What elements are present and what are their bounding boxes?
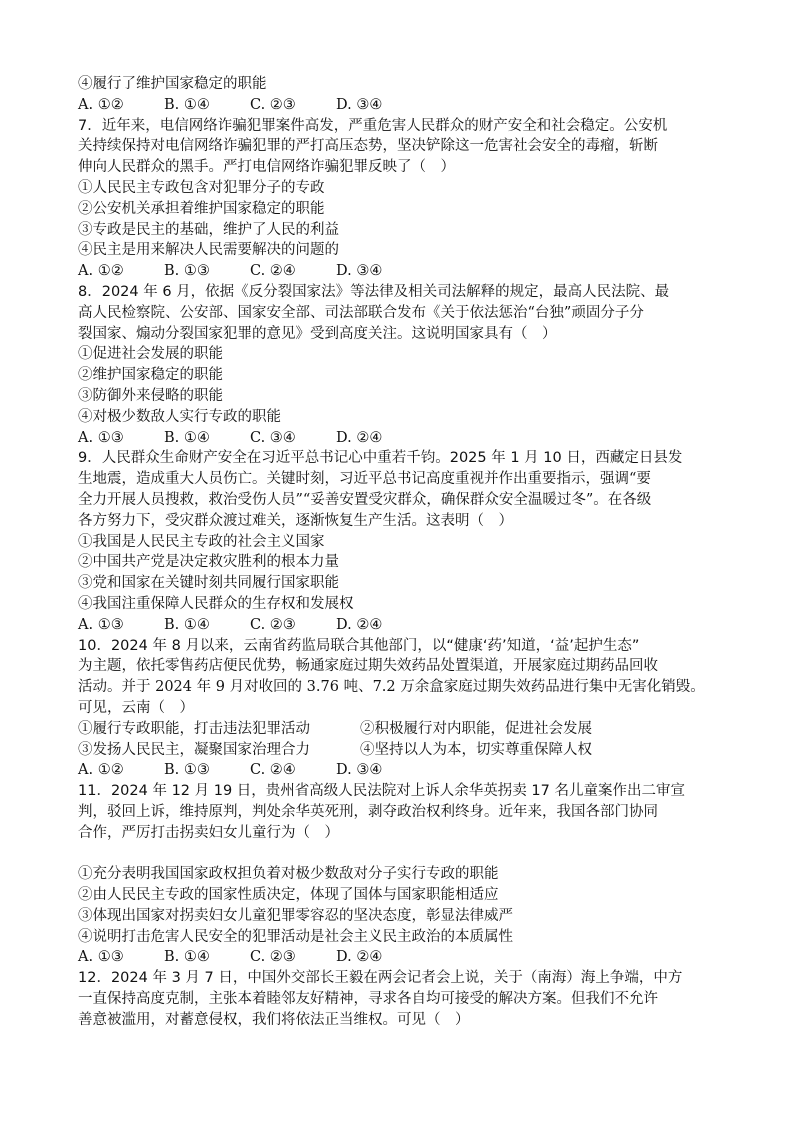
option-b[interactable]: B. ①④ [164,949,210,966]
question-9 [78,448,728,635]
statement-row [78,740,728,761]
question-text-line: 9．人民群众生命财产安全在习近平总书记心中重若千钧。2025 年 1 月 10 日，西藏定日县发 [78,450,683,467]
question-text-line: 为主题，依托零售药店便民优势，畅通家庭过期失效药品处置渠道，开展家庭过期药品回收 [78,658,658,675]
exam-page [78,74,728,1031]
option-b[interactable]: B. ①③ [164,263,210,280]
statement-2: ②由人民民主专政的国家性质决定，体现了国体与国家职能相适应 [78,887,499,904]
question-text-line: 12．2024 年 3 月 7 日，中国外交部长王毅在两会记者会上说，关于（南海）海上争端，中方 [78,970,683,987]
option-a[interactable]: A. ①② [78,96,124,113]
answer-options [78,95,728,116]
option-a[interactable]: A. ①③ [78,616,124,633]
question-text-line: 合作，严厉打击拐卖妇女儿童行为（ ） [78,824,339,841]
question-text-line: 全力开展人员搜救，救治受伤人员”“妥善安置受灾群众，确保群众安全温暖过冬”。在各级 [78,491,652,508]
option-d[interactable]: D. ③④ [336,96,383,113]
question-text-line: 8．2024 年 6 月，依据《反分裂国家法》等法律及相关司法解释的规定，最高人民法院、最 [78,283,670,300]
statement-1: ①人民民主专政包含对犯罪分子的专政 [78,179,325,196]
option-c[interactable]: C. ②④ [250,263,296,280]
question-text-line: 高人民检察院、公安部、国家安全部、司法部联合发布《关于依法惩治“台独”顽固分子分 [78,304,644,321]
question-text-line: 可见，云南（ ） [78,699,194,716]
statement-2: ②维护国家稳定的职能 [78,367,223,384]
option-a[interactable]: A. ①② [78,263,124,280]
option-b[interactable]: B. ①④ [164,616,210,633]
option-d[interactable]: D. ②④ [336,429,383,446]
option-b[interactable]: B. ①④ [164,429,210,446]
statement-4: ④民主是用来解决人民需要解决的问题的 [78,242,339,259]
question-text-line: 各方努力下，受灾群众渡过难关，逐渐恢复生产生活。这表明（ ） [78,512,513,529]
statement-2: ②积极履行对内职能，促进社会发展 [360,720,592,737]
option-b[interactable]: B. ①③ [164,762,210,779]
statement-3: ③防御外来侵略的职能 [78,387,223,404]
statement-4: ④履行了维护国家稳定的职能 [78,76,267,92]
answer-options [78,261,728,282]
statement-4: ④说明打击危害人民安全的犯罪活动是社会主义民主政治的本质属性 [78,928,513,945]
blank-line [78,843,728,864]
question-text-line: 判，驳回上诉，维持原判，判处余华英死刑，剥夺政治权利终身。近年来，我国各部门协同 [78,803,658,820]
question-text-line: 活动。并于 2024 年 9 月对收回的 3.76 吨、7.2 万余盒家庭过期失效药品进行集中无害化销毁。 [78,679,705,696]
statement-1: ①我国是人民民主专政的社会主义国家 [78,533,325,550]
statement-1: ①履行专政职能，打击违法犯罪活动 [78,720,310,737]
option-d[interactable]: D. ②④ [336,949,383,966]
option-a[interactable]: A. ①② [78,762,124,779]
option-d[interactable]: D. ③④ [336,263,383,280]
question-12 [78,968,728,1030]
statement-2: ②公安机关承担着维护国家稳定的职能 [78,200,325,217]
answer-options [78,760,728,781]
statement-1: ①充分表明我国国家政权担负着对极少数敌对分子实行专政的职能 [78,866,499,883]
answer-options [78,615,728,636]
option-b[interactable]: B. ①④ [164,96,210,113]
option-a[interactable]: A. ①③ [78,949,124,966]
question-text-line: 伸向人民群众的黑手。严打电信网络诈骗犯罪反映了（ ） [78,159,455,176]
option-a[interactable]: A. ①③ [78,429,124,446]
statement-2: ②中国共产党是决定救灾胜利的根本力量 [78,554,339,571]
option-c[interactable]: C. ②④ [250,762,296,779]
question-text-line: 生地震，造成重大人员伤亡。关键时刻，习近平总书记高度重视并作出重要指示，强调“要 [78,471,651,488]
statement-row [78,719,728,740]
option-c[interactable]: C. ③④ [250,429,296,446]
question-11 [78,781,728,968]
question-text-line: 7．近年来，电信网络诈骗犯罪案件高发，严重危害人民群众的财产安全和社会稳定。公安机 [78,117,668,134]
option-d[interactable]: D. ②④ [336,616,383,633]
option-c[interactable]: C. ②③ [250,616,296,633]
question-7 [78,116,728,282]
question-text-line: 关持续保持对电信网络诈骗犯罪的严打高压态势，坚决铲除这一危害社会安全的毒瘤，斩断 [78,138,658,155]
answer-options [78,947,728,968]
question-text-line: 11．2024 年 12 月 19 日，贵州省高级人民法院对上诉人余华英拐卖 17 名儿童案作出二审宣 [78,783,685,800]
option-c[interactable]: C. ②③ [250,96,296,113]
statement-4: ④对极少数敌人实行专政的职能 [78,408,281,425]
statement-4: ④坚持以人为本，切实尊重保障人权 [360,741,592,758]
question-10 [78,636,728,782]
question-8 [78,282,728,448]
question-text-line: 裂国家、煽动分裂国家犯罪的意见》受到高度关注。这说明国家具有（ ） [78,325,557,342]
statement-3: ③党和国家在关键时刻共同履行国家职能 [78,575,339,592]
question-text-line: 一直保持高度克制，主张本着睦邻友好精神，寻求各自均可接受的解决方案。但我们不允许 [78,991,658,1008]
statement-3: ③体现出国家对拐卖妇女儿童犯罪零容忍的坚决态度，彰显法律威严 [78,907,513,924]
question-text-line: 善意被滥用，对蓄意侵权，我们将依法正当维权。可见（ ） [78,1011,470,1028]
question-text-line: 10．2024 年 8 月以来，云南省药监局联合其他部门，以“健康‘药’知道，‘益’起护生态” [78,637,640,654]
statement-4: ④我国注重保障人民群众的生存权和发展权 [78,595,354,612]
statement-3: ③专政是民主的基础，维护了人民的利益 [78,221,339,238]
statement-1: ①促进社会发展的职能 [78,346,223,363]
option-d[interactable]: D. ③④ [336,762,383,779]
option-c[interactable]: C. ②③ [250,949,296,966]
answer-options [78,428,728,449]
statement-3: ③发扬人民民主，凝聚国家治理合力 [78,741,310,758]
